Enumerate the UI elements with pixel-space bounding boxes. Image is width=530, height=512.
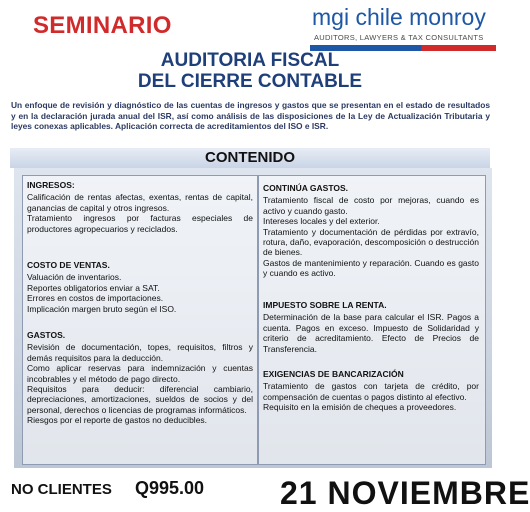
list-item: Tratamiento de gastos con tarjeta de crédito, por compensación de cuentas o pagos distinto al efectivo. [263, 381, 479, 402]
section-impuesto-renta [263, 300, 479, 354]
content-column-left [22, 175, 258, 465]
section-heading: IMPUESTO SOBRE LA RENTA. [263, 300, 387, 310]
list-item: Calificación de rentas afectas, exentas, rentas de capital, ganancias de capital y otros ingresos. [27, 192, 253, 213]
list-item: Tratamiento y documentación de pérdidas por extravío, rotura, daño, evaporación, descomposición o destrucción de bienes. [263, 226, 479, 258]
list-item: Tratamiento fiscal de costo por mejoras, cuando es activo y cuando gasto. [263, 195, 479, 216]
list-item: Requisito en la emisión de cheques a proveedores. [263, 402, 457, 413]
list-item: Revisión de documentación, topes, requisitos, filtros y demás requisitos para la deducción. [27, 342, 253, 363]
section-gastos [27, 330, 253, 426]
seminar-label: SEMINARIO [33, 12, 172, 39]
price-label: NO CLIENTES [11, 481, 112, 498]
list-item: Tratamiento ingresos por facturas especiales de productores agropecuarios y reciclados. [27, 213, 253, 234]
logo-tagline: AUDITORS, LAWYERS & TAX CONSULTANTS [314, 33, 484, 42]
list-item: Errores en costos de importaciones. [27, 293, 164, 304]
title-line-1: AUDITORIA FISCAL [160, 50, 340, 71]
price-value: Q995.00 [135, 478, 205, 498]
section-heading: INGRESOS: [27, 180, 75, 190]
list-item: Reportes obligatorios enviar a SAT. [27, 282, 160, 293]
list-item: Determinación de la base para calcular el ISR. Pagos a cuenta. Pagos en exceso. Impuesto de Solidaridad y criterio de acreditamiento. Efecto de Precios de Transferencia. [263, 312, 479, 354]
list-item: Valuación de inventarios. [27, 272, 122, 283]
content-column-right [258, 175, 486, 465]
section-heading: COSTO DE VENTAS. [27, 260, 110, 270]
list-item: Gastos de mantenimiento y reparación. Cuando es gasto y cuando es activo. [263, 257, 479, 279]
section-heading: CONTENIDO [205, 149, 295, 166]
event-date: 21 NOVIEMBRE [280, 475, 530, 511]
section-heading: EXIGENCIAS DE BANCARIZACIÓN [263, 369, 404, 379]
section-costo-ventas [27, 260, 253, 314]
list-item: Implicación margen bruto según el ISO. [27, 303, 177, 314]
list-item: Intereses locales y del exterior. [263, 216, 380, 227]
logo-name: mgi chile monroy [312, 4, 486, 30]
list-item: Como aplicar reservas para indemnización y cuentas incobrables y el método de pago directo. [27, 363, 253, 384]
page-title [0, 50, 500, 92]
section-ingresos [27, 180, 253, 234]
list-item: Requisitos para deducir: diferencial cambiario, depreciaciones, amortizaciones, sueldos de socios y del personal, derechos o licencias de programas informáticos. [27, 384, 253, 415]
section-continua-gastos [263, 183, 479, 279]
section-heading: CONTINÚA GASTOS. [263, 183, 349, 193]
company-logo [310, 4, 496, 52]
list-item: Riesgos por el reporte de gastos no deducibles. [27, 415, 208, 426]
intro-paragraph: Un enfoque de revisión y diagnóstico de las cuentas de ingresos y gastos que se presentan en el estado de resultados y en la declaración jurada anual del ISR, así como análisis de las disposiciones de la Ley de Actualización Tributaria y leyes conexas aplicables. Aplicación correcta de acreditamientos del ISO e ISR. [11, 100, 490, 131]
section-bancarizacion [263, 369, 479, 413]
section-heading: GASTOS. [27, 330, 66, 340]
title-line-2: DEL CIERRE CONTABLE [137, 71, 363, 92]
